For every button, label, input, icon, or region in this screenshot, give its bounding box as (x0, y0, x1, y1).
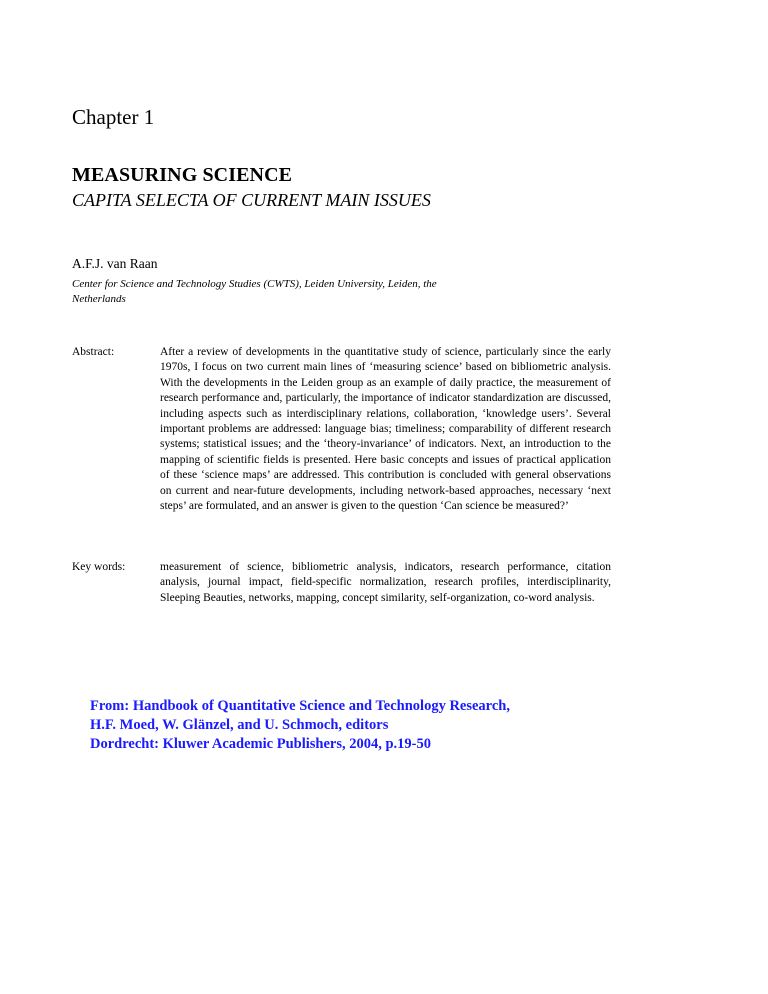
abstract-label: Abstract: (72, 346, 115, 358)
author-affiliation: Center for Science and Technology Studies (CWTS), Leiden University, Leiden, the Netherlands (72, 278, 437, 305)
source-line-2: H.F. Moed, W. Glänzel, and U. Schmoch, editors (90, 717, 389, 733)
source-line-3: Dordrecht: Kluwer Academic Publishers, 2004, p.19-50 (90, 736, 431, 752)
abstract-text: After a review of developments in the quantitative study of science, particularly since the early 1970s, I focus on two current main lines of ‘measuring science’ based on bibliometric analysis. With the developments in the Leiden group as an example of daily practice, the measurement of research performance and, particularly, the importance of indicator standardization are discussed, including aspects such as interdisciplinary relations, collaboration, ‘knowledge users’. Several important problems are addressed: language bias; timeliness; comparability of different research systems; statistical issues; and the ‘theory-invariance’ of indicators. Next, an introduction to the mapping of scientific fields is presented. Here basic concepts and issues of practical application of these ‘science maps’ are addressed. This contribution is concluded with general observations on current and near-future developments, including network-based approaches, necessary ‘next steps’ are formulated, and an answer is given to the question ‘Can science be measured?’ (160, 346, 611, 513)
keywords-label: Key words: (72, 561, 126, 573)
chapter-subtitle: CAPITA SELECTA OF CURRENT MAIN ISSUES (72, 190, 431, 210)
chapter-title: MEASURING SCIENCE (72, 164, 293, 186)
source-line-1: From: Handbook of Quantitative Science and Technology Research, (90, 698, 510, 714)
source-citation (90, 697, 510, 754)
keywords-text: measurement of science, bibliometric analysis, indicators, research performance, citation analysis, journal impact, field-specific normalization, research profiles, interdisciplinarity, Sleeping Beauties, networks, mapping, concept similarity, self-organization, co-word analysis. (160, 561, 611, 604)
chapter-heading: Chapter 1 (72, 105, 155, 129)
author-name: A.F.J. van Raan (72, 256, 158, 271)
